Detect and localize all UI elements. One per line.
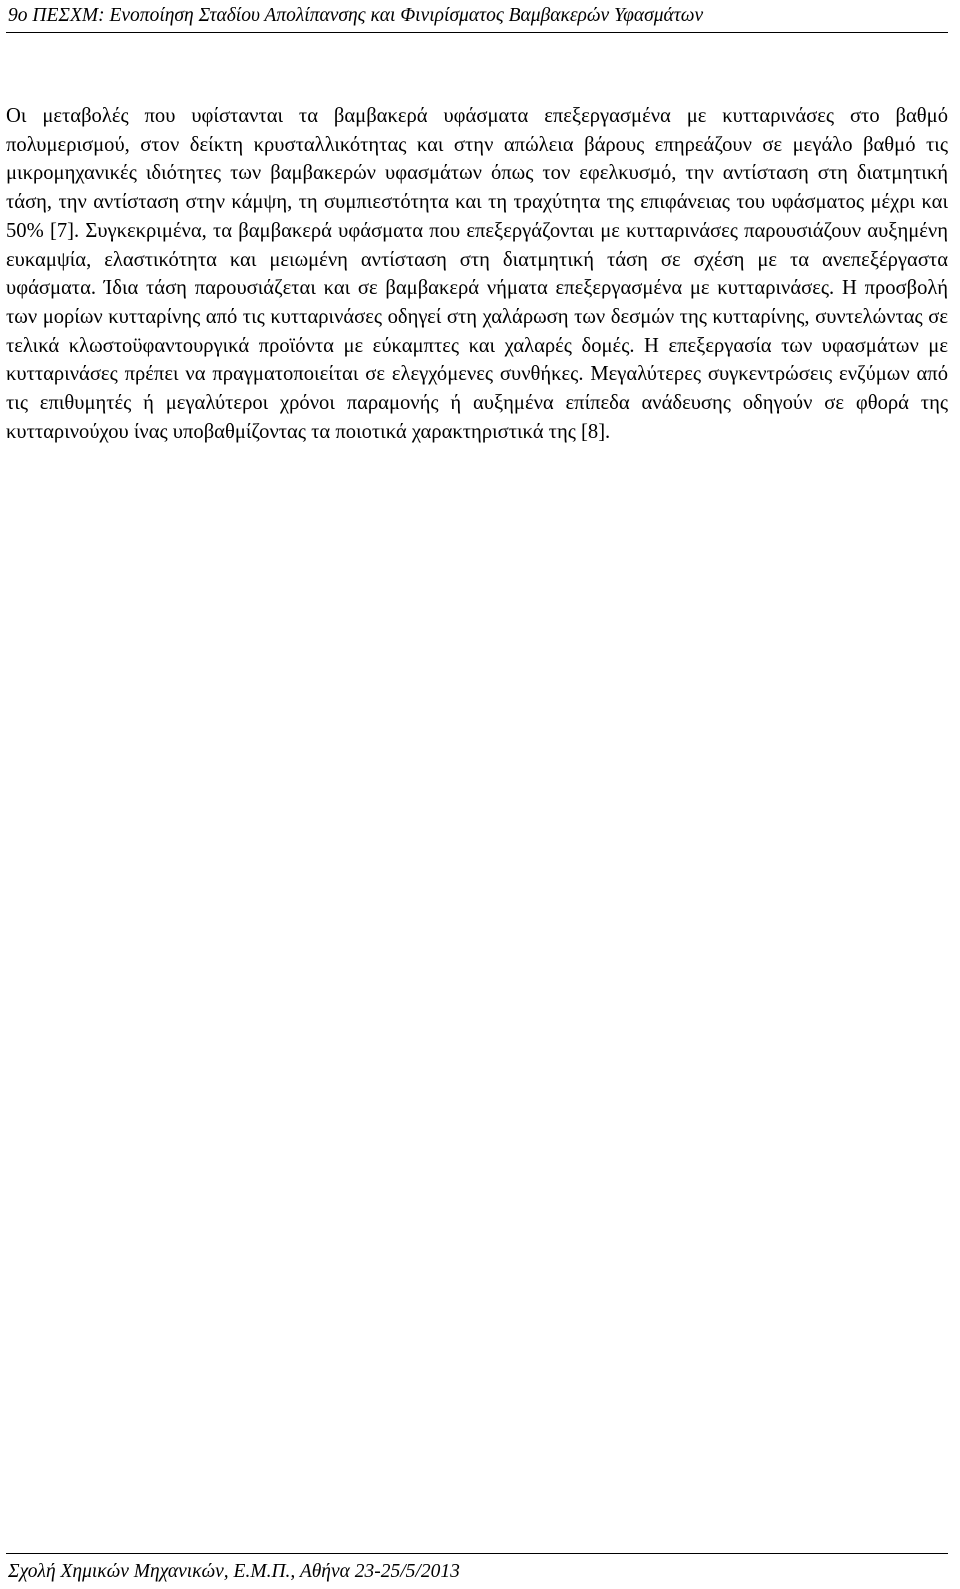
running-footer: Σχολή Χημικών Μηχανικών, Ε.Μ.Π., Αθήνα 23-25/5/2013 bbox=[8, 1561, 460, 1582]
running-header: 9ο ΠΕΣΧΜ: Ενοποίηση Σταδίου Απολίπανσης και Φινιρίσματος Βαμβακερών Υφασμάτων bbox=[8, 5, 704, 26]
footer-divider bbox=[6, 1553, 948, 1554]
header-divider bbox=[6, 32, 948, 33]
body-paragraph: Οι μεταβολές που υφίστανται τα βαμβακερά υφάσματα επεξεργασμένα με κυτταρινάσες στο βαθμό πολυμερισμού, στον δείκτη κρυσταλλικότητας και στην απώλεια βάρους επηρεάζουν σε μεγάλο βαθμό τις μικρομηχανικές ιδιότητες των βαμβακερών υφασμάτων όπως τον εφελκυσμό, την αντίσταση στη διατμητική τάση, την αντίσταση στην κάμψη, τη συμπιεστότητα και τη τραχύτητα της επιφάνειας του υφάσματος μέχρι και 50% [7]. Συγκεκριμένα, τα βαμβακερά υφάσματα που επεξεργάζονται με κυτταρινάσες παρουσιάζουν αυξημένη ευκαμψία, ελαστικότητα και μειωμένη αντίσταση στη διατμητική τάση σε σχέση με τα ανεπεξέργαστα υφάσματα. Ίδια τάση παρουσιάζεται και σε βαμβακερά νήματα επεξεργασμένα με κυτταρινάσες. Η προσβολή των μορίων κυτταρίνης από τις κυτταρινάσες οδηγεί στη χαλάρωση των δεσμών της κυτταρίνης, συντελώντας σε τελικά κλωστοϋφαντουργικά προϊόντα με εύκαμπτες και χαλαρές δομές. Η επεξεργασία των υφασμάτων με κυτταρινάσες πρέπει να πραγματοποιείται σε ελεγχόμενες συνθήκες. Μεγαλύτερες συγκεντρώσεις ενζύμων από τις επιθυμητές ή μεγαλύτεροι χρόνοι παραμονής ή αυξημένα επίπεδα ανάδευσης οδηγούν σε φθορά της κυτταρινούχου ίνας υποβαθμίζοντας τα ποιοτικά χαρακτηριστικά της [8]. bbox=[6, 105, 948, 443]
